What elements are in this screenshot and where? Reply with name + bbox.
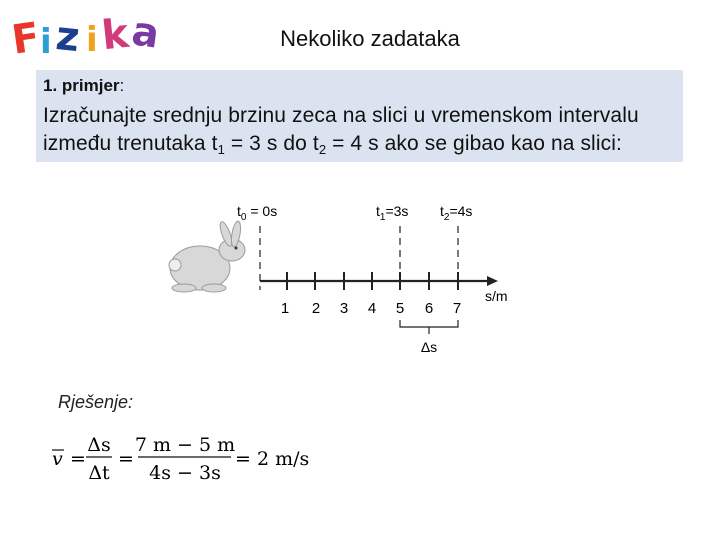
t1-label: $t_1=3s$	[376, 203, 409, 223]
logo-letter: a	[128, 8, 163, 58]
tick-label: 1	[280, 300, 290, 317]
formula-frac2-num: 7 m − 5 m	[134, 434, 236, 456]
logo-letter: z	[53, 12, 82, 62]
formula-result: = 2 m/s	[235, 448, 310, 470]
formula-frac1-den: Δt	[88, 462, 110, 484]
tick-label: 4	[367, 300, 377, 317]
task-text-line: Izračunajte srednju brzinu zeca na slici u vremenskom intervalu	[43, 104, 639, 127]
tick-label: 3	[339, 300, 349, 317]
task-label-bold: 1. primjer	[43, 76, 120, 95]
delta-s-label: Δs	[420, 339, 438, 355]
axis-unit-label: s/m	[485, 288, 508, 304]
tick-label: 5	[395, 300, 405, 317]
t0-label: $t_0 = 0s$	[237, 203, 278, 223]
tick-label: 6	[424, 300, 434, 317]
logo-letter: i	[40, 22, 52, 62]
rabbit-icon	[169, 220, 245, 292]
tick-label: 7	[452, 300, 462, 317]
logo-letter: i	[86, 20, 98, 60]
task-text-part: = 4 s ako se gibao kao na slici:	[326, 132, 622, 155]
axis-arrow-icon	[487, 276, 498, 286]
formula-equals: =	[118, 448, 134, 470]
delta-s-bracket	[400, 320, 458, 327]
formula-frac1-num: Δs	[87, 434, 111, 456]
page-title: Nekoliko zadataka	[280, 26, 460, 51]
solution-formula	[52, 434, 309, 484]
formula-equals: =	[70, 448, 86, 470]
task-label-colon: :	[119, 76, 125, 95]
task-text-part: između trenutaka t	[43, 132, 218, 155]
logo-letter: F	[8, 14, 43, 64]
formula-frac2-den: 4s − 3s	[149, 462, 221, 484]
subscript: 1	[217, 142, 225, 157]
tick-label: 2	[311, 300, 321, 317]
logo-letter: k	[99, 10, 131, 60]
formula-lhs: v	[52, 448, 63, 470]
subscript: 2	[318, 142, 327, 157]
t2-label: $t_2=4s$	[440, 203, 473, 223]
task-text-part: = 3 s do t	[224, 132, 319, 155]
solution-label: Rješenje:	[58, 392, 134, 412]
